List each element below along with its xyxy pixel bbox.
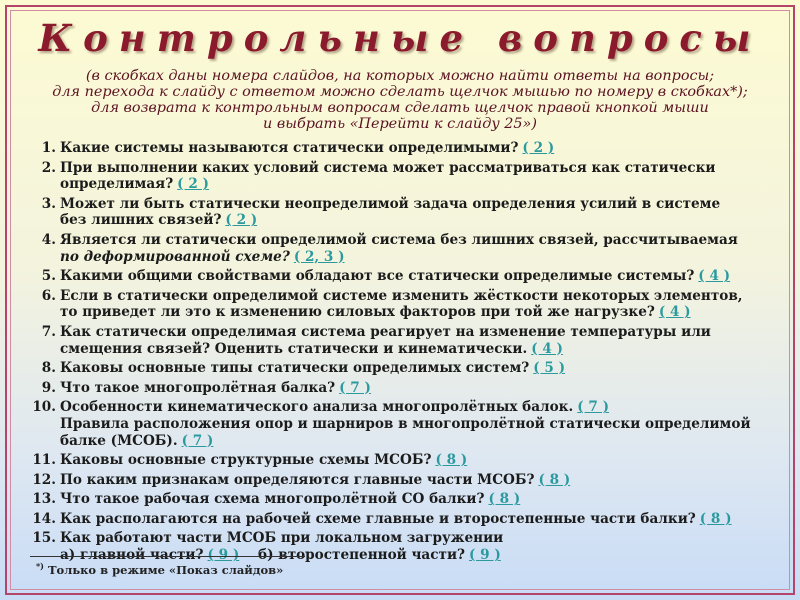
question-text: По каким признакам определяются главные части МСОБ? bbox=[60, 471, 535, 488]
question-number: 15. bbox=[32, 530, 56, 547]
slide-link[interactable]: ( 2 ) bbox=[522, 140, 555, 156]
slide-link[interactable]: ( 8 ) bbox=[699, 510, 732, 527]
question-text: Каковы основные структурные схемы МСОБ? bbox=[60, 452, 432, 469]
slide-link[interactable]: ( 7 ) bbox=[577, 399, 610, 416]
question-subitem-a: а) главной части? bbox=[60, 547, 204, 564]
question-text: Особенности кинематического анализа многопролётных балок. bbox=[60, 399, 574, 416]
question-text: смещения связей? Оценить статически и кинематически. bbox=[60, 340, 528, 357]
question-number: 5. bbox=[41, 268, 56, 285]
footnote-divider bbox=[30, 556, 305, 557]
question-number: 12. bbox=[32, 471, 56, 488]
question-text: Как статически определимая система реагирует на изменение температуры или bbox=[60, 323, 711, 340]
question-item bbox=[26, 268, 766, 285]
question-number: 9. bbox=[41, 379, 56, 396]
question-text: без лишних связей? bbox=[60, 212, 222, 229]
question-item bbox=[26, 530, 766, 563]
question-item bbox=[26, 196, 766, 229]
slide-link[interactable]: ( 8 ) bbox=[538, 471, 571, 488]
question-item bbox=[26, 511, 766, 528]
question-item bbox=[26, 324, 766, 357]
question-text: Что такое многопролётная балка? bbox=[60, 379, 336, 396]
slide-title: Контрольные вопросы bbox=[38, 16, 762, 60]
question-text: Какими общими свойствами обладают все статически определимые системы? bbox=[60, 268, 695, 285]
slide-link[interactable]: ( 5 ) bbox=[533, 360, 566, 377]
question-text: Является ли статически определимой система без лишних связей, рассчитываемая bbox=[60, 231, 738, 248]
question-number: 3. bbox=[41, 195, 56, 212]
question-number: 13. bbox=[32, 491, 56, 508]
slide-link[interactable]: ( 2 ) bbox=[225, 212, 258, 229]
question-text: Что такое рабочая схема многопролётной СО балки? bbox=[60, 491, 485, 508]
question-item bbox=[26, 452, 766, 469]
slide-link[interactable]: ( 4 ) bbox=[698, 268, 731, 285]
slide-link[interactable]: ( 8 ) bbox=[488, 491, 521, 508]
instructions-line: и выбрать «Перейти к слайду 25») bbox=[263, 116, 537, 132]
question-text: Как работают части МСОБ при локальном загружении bbox=[60, 530, 504, 547]
slide-link[interactable]: ( 7 ) bbox=[339, 379, 371, 396]
slide-link[interactable]: ( 2, 3 ) bbox=[293, 248, 345, 265]
question-number: 10. bbox=[32, 399, 56, 416]
slide-link[interactable]: ( 7 ) bbox=[181, 432, 214, 449]
question-text: то приведет ли это к изменению силовых факторов при той же нагрузке? bbox=[60, 304, 655, 321]
question-item bbox=[26, 140, 766, 157]
question-item bbox=[26, 232, 766, 265]
questions-list bbox=[26, 140, 766, 567]
question-text: Если в статически определимой системе изменить жёсткости некоторых элементов, bbox=[60, 287, 743, 304]
slide-link[interactable]: ( 4 ) bbox=[658, 304, 691, 321]
question-text: балке (МСОБ). bbox=[60, 432, 178, 449]
footnote bbox=[36, 561, 283, 577]
footnote-mark: *) bbox=[36, 561, 44, 571]
slide-link[interactable]: ( 2 ) bbox=[177, 176, 209, 193]
question-text: Правила расположения опор и шарниров в многопролётной статически определимой bbox=[60, 415, 751, 432]
question-number: 1. bbox=[41, 140, 56, 156]
question-number: 6. bbox=[41, 287, 56, 304]
question-number: 11. bbox=[32, 452, 56, 469]
question-number: 14. bbox=[32, 510, 56, 527]
instructions-line: для возврата к контрольным вопросам сделать щелчок правой кнопкой мыши bbox=[91, 100, 709, 116]
question-text: по деформированной схеме? bbox=[60, 248, 290, 265]
slide-link[interactable]: ( 9 ) bbox=[469, 547, 501, 564]
question-text: При выполнении каких условий система может рассматриваться как статически bbox=[60, 159, 716, 176]
instructions-text bbox=[20, 68, 780, 132]
question-number: 8. bbox=[41, 360, 56, 377]
question-number: 2. bbox=[41, 159, 56, 176]
slide-link[interactable]: ( 4 ) bbox=[531, 340, 563, 357]
question-item bbox=[26, 360, 766, 377]
question-item bbox=[26, 491, 766, 508]
question-text: Может ли быть статически неопределимой задача определения усилий в системе bbox=[60, 195, 721, 212]
question-subitem-b: б) второстепенной части? bbox=[258, 547, 465, 564]
instructions-line: для перехода к слайду с ответом можно сделать щелчок мышью по номеру в скобках*); bbox=[52, 84, 748, 100]
question-text: определимая? bbox=[60, 176, 174, 193]
question-item bbox=[26, 399, 766, 449]
footnote-text: Только в режиме «Показ слайдов» bbox=[47, 562, 284, 577]
question-text: Какие системы называются статически определимыми? bbox=[60, 140, 519, 156]
question-number: 7. bbox=[41, 323, 56, 340]
slide-link[interactable]: ( 9 ) bbox=[207, 547, 240, 564]
question-text: Как располагаются на рабочей схеме главные и второстепенные части балки? bbox=[60, 510, 696, 527]
question-number: 4. bbox=[41, 231, 56, 248]
question-item bbox=[26, 380, 766, 397]
slide-link[interactable]: ( 8 ) bbox=[435, 452, 468, 469]
instructions-line: (в скобках даны номера слайдов, на которых можно найти ответы на вопросы; bbox=[85, 68, 715, 84]
question-item bbox=[26, 160, 766, 193]
question-item bbox=[26, 288, 766, 321]
question-text: Каковы основные типы статически определимых систем? bbox=[60, 360, 530, 377]
question-item bbox=[26, 472, 766, 489]
